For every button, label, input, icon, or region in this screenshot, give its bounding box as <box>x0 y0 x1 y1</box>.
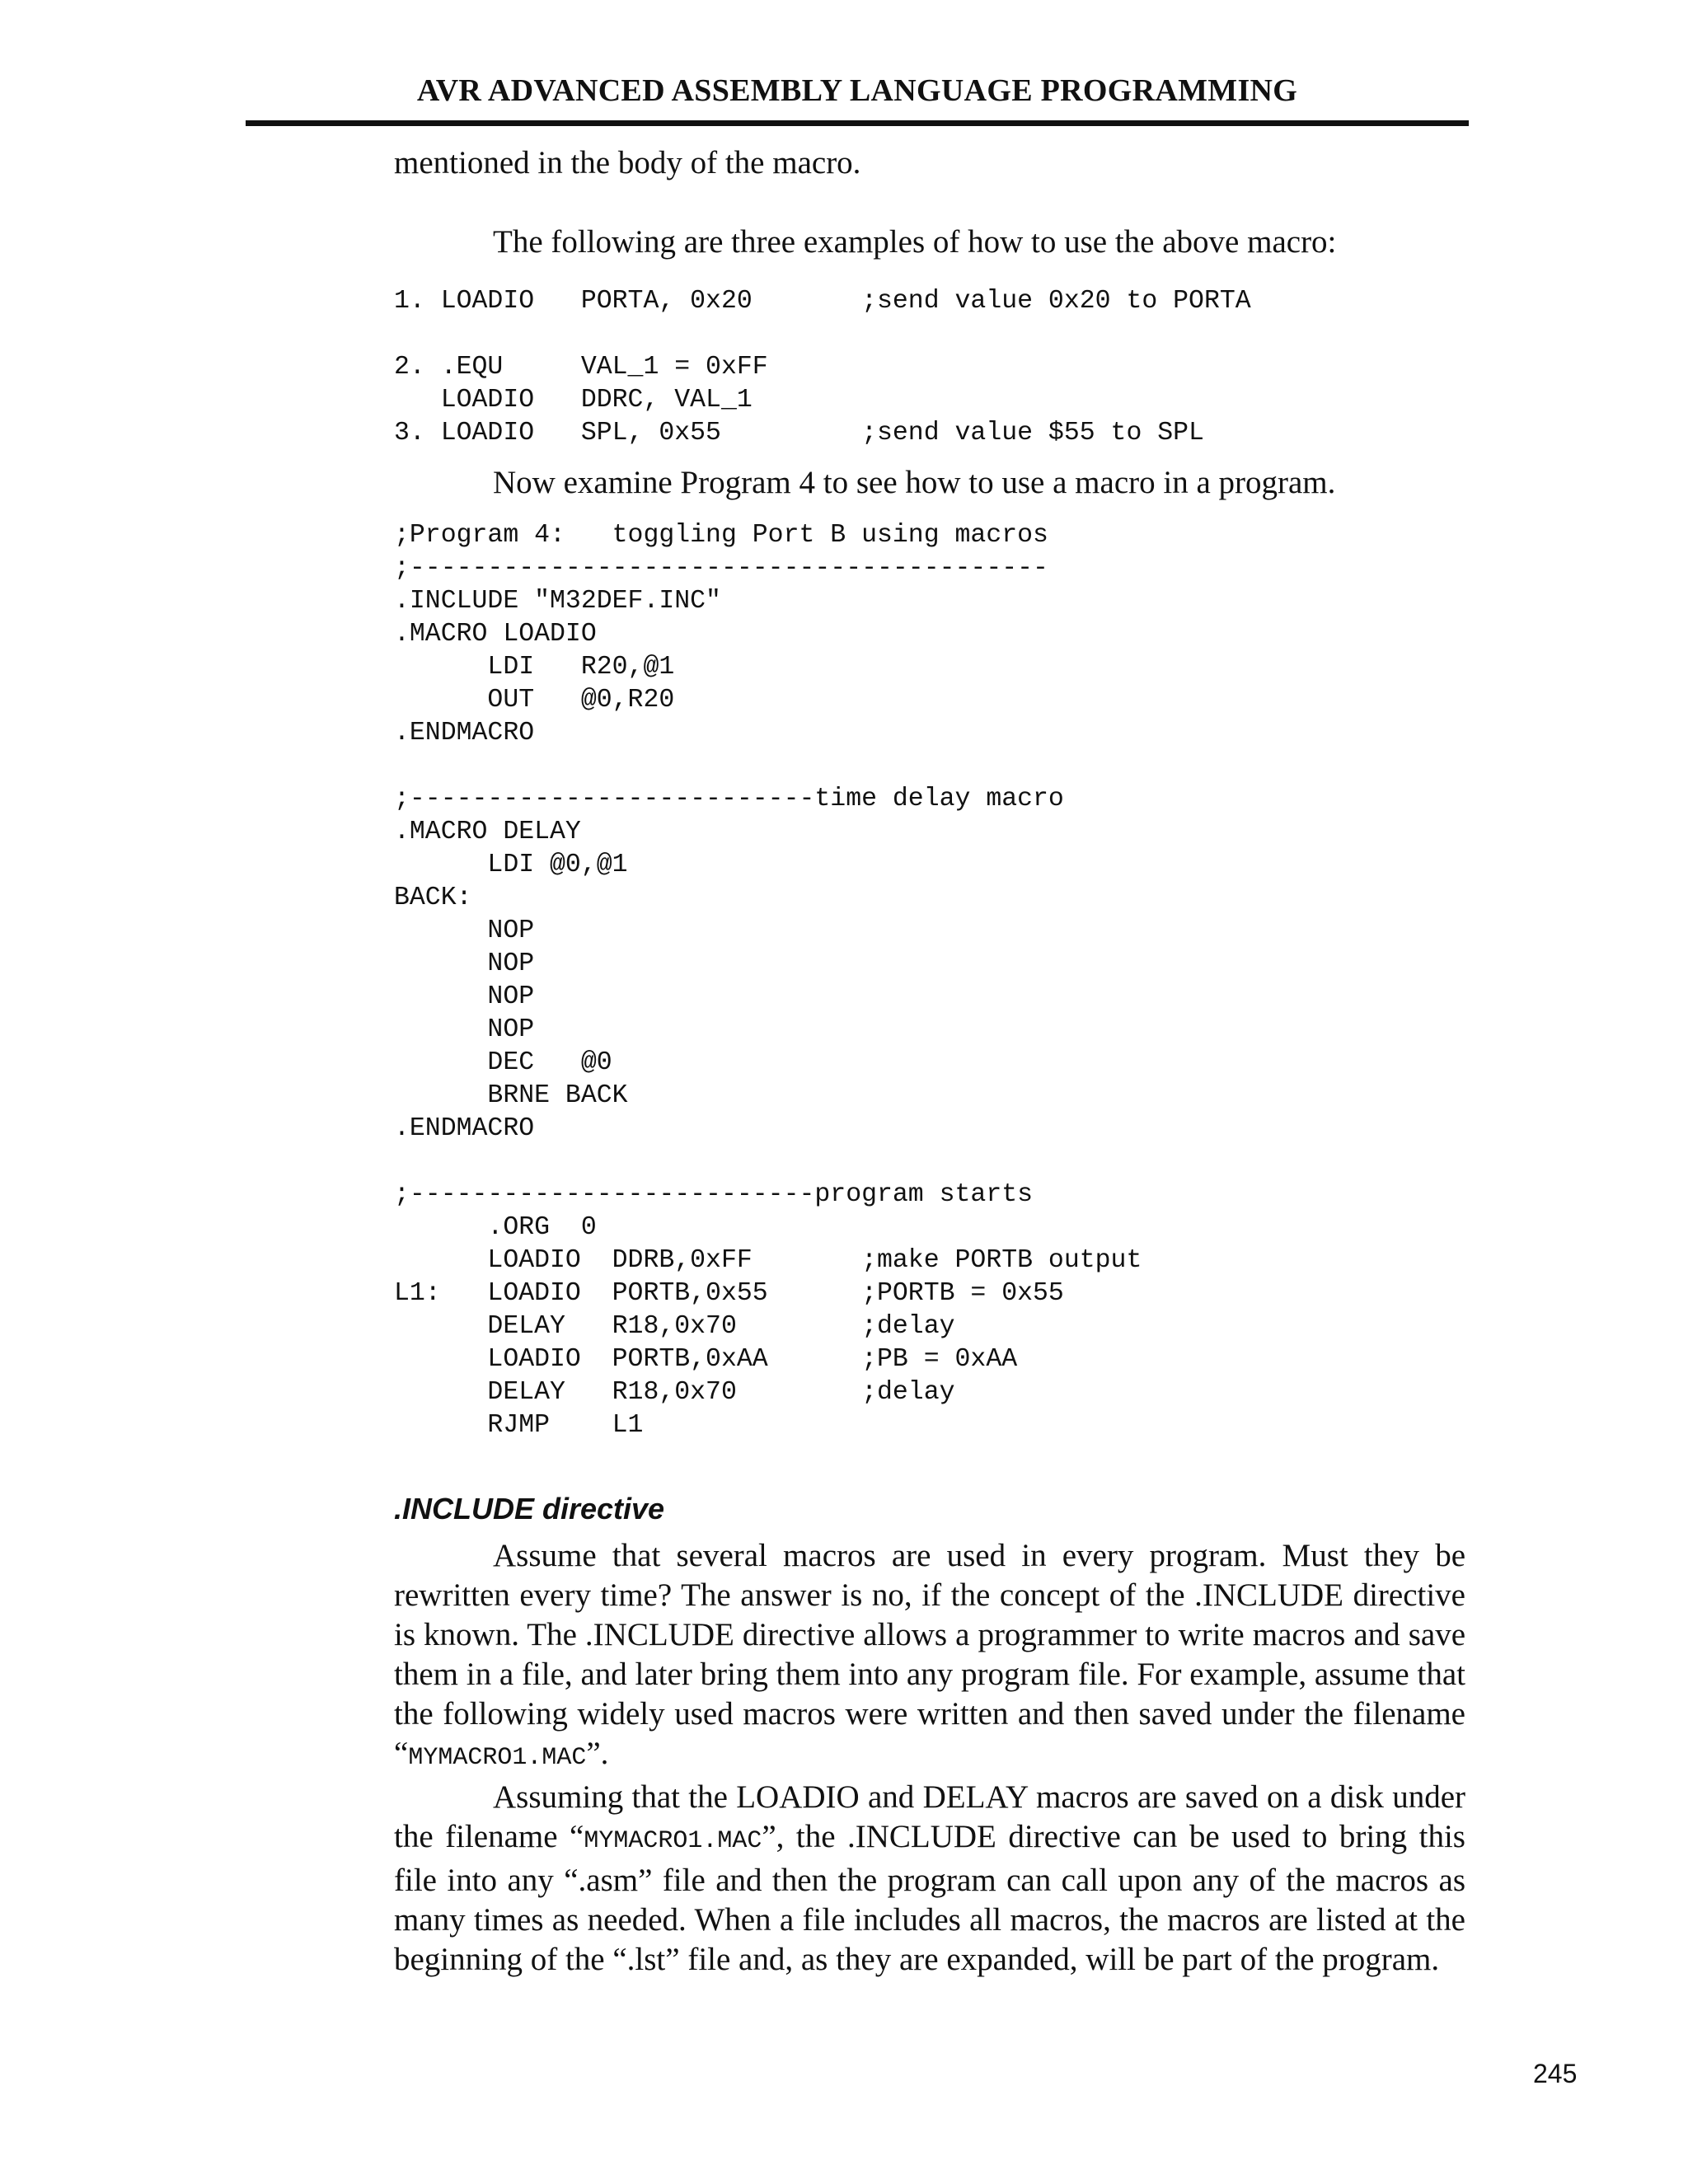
code-line: .ENDMACRO <box>394 1114 535 1143</box>
filename-inline: MYMACRO1.MAC <box>408 1744 587 1772</box>
code-line <box>394 318 1465 351</box>
code-line: LOADIO DDRC, VAL_1 <box>394 386 753 415</box>
program-4-code-block <box>394 519 1465 1442</box>
continuation-text: mentioned in the body of the macro. <box>394 145 861 180</box>
code-line: ;----------------------------------------- <box>394 554 1048 583</box>
include-paragraph-1 <box>394 1536 1465 1778</box>
code-line: .MACRO LOADIO <box>394 620 597 649</box>
page-content <box>394 140 1465 1980</box>
code-line: .INCLUDE "M32DEF.INC" <box>394 587 721 616</box>
code-line: .ENDMACRO <box>394 719 535 748</box>
code-line: .MACRO DELAY <box>394 818 581 846</box>
code-line: 2. .EQU VAL_1 = 0xFF <box>394 353 768 382</box>
paragraph-2-text: ”, the .INCLUDE directive can be used to bring this file into any “.asm” file and then the program can call upon any of the macros as many times as needed. When a file includes all macros, the macros are listed at the beginning of the “.lst” file and, as they are expanded, will be part of the program. <box>394 1819 1465 1977</box>
program-intro: Now examine Program 4 to see how to use a macro in a program. <box>493 465 1336 500</box>
code-line: LDI @0,@1 <box>394 851 628 879</box>
code-line: DELAY R18,0x70 ;delay <box>394 1378 955 1407</box>
header-rule <box>246 120 1469 126</box>
code-line: RJMP L1 <box>394 1411 644 1440</box>
code-line: ;Program 4: toggling Port B using macros <box>394 521 1048 550</box>
running-header: AVR ADVANCED ASSEMBLY LANGUAGE PROGRAMMING <box>416 73 1298 108</box>
code-line: 3. LOADIO SPL, 0x55 ;send value $55 to SPL <box>394 419 1204 448</box>
code-line: LOADIO PORTB,0xAA ;PB = 0xAA <box>394 1345 1018 1374</box>
code-line: NOP <box>394 949 535 978</box>
code-line: DELAY R18,0x70 ;delay <box>394 1312 955 1341</box>
code-line: NOP <box>394 916 535 945</box>
code-line: NOP <box>394 982 535 1011</box>
code-line: L1: LOADIO PORTB,0x55 ;PORTB = 0x55 <box>394 1279 1064 1308</box>
code-line: OUT @0,R20 <box>394 686 675 715</box>
code-line: ;--------------------------time delay macro <box>394 785 1064 813</box>
paragraph-1-text: Assume that several macros are used in every program. Must they be rewritten every time? The answer is no, if the concept of the .INCLUDE directive is known. The .INCLUDE directive allows a programmer to write macros and save them in a file, and later bring them into any program file. For example, assume that the following widely used macros were written and then saved under the filename “ <box>394 1538 1465 1771</box>
filename-inline-2: MYMACRO1.MAC <box>584 1827 762 1855</box>
code-line: BACK: <box>394 883 472 912</box>
code-line <box>394 750 1465 783</box>
code-line: DEC @0 <box>394 1048 612 1077</box>
code-line: BRNE BACK <box>394 1081 628 1110</box>
code-line: ;--------------------------program starts <box>394 1180 1034 1209</box>
code-line: .ORG 0 <box>394 1213 597 1242</box>
include-paragraph-2 <box>394 1778 1465 1980</box>
code-line <box>394 1146 1465 1179</box>
paragraph-1-end: ”. <box>586 1736 609 1771</box>
examples-code-block <box>394 285 1465 450</box>
code-line: 1. LOADIO PORTA, 0x20 ;send value 0x20 to PORTA <box>394 287 1251 316</box>
examples-intro: The following are three examples of how to use the above macro: <box>493 224 1337 260</box>
code-line: LDI R20,@1 <box>394 653 675 682</box>
code-line: NOP <box>394 1015 535 1044</box>
include-directive-heading: .INCLUDE directive <box>394 1492 665 1526</box>
paragraph-2-start: Assuming that the LOADIO and DELAY macros are saved on a disk under the filename “ <box>394 1779 1465 1854</box>
code-line: LOADIO DDRB,0xFF ;make PORTB output <box>394 1246 1142 1275</box>
page-number: 245 <box>1533 2059 1578 2088</box>
